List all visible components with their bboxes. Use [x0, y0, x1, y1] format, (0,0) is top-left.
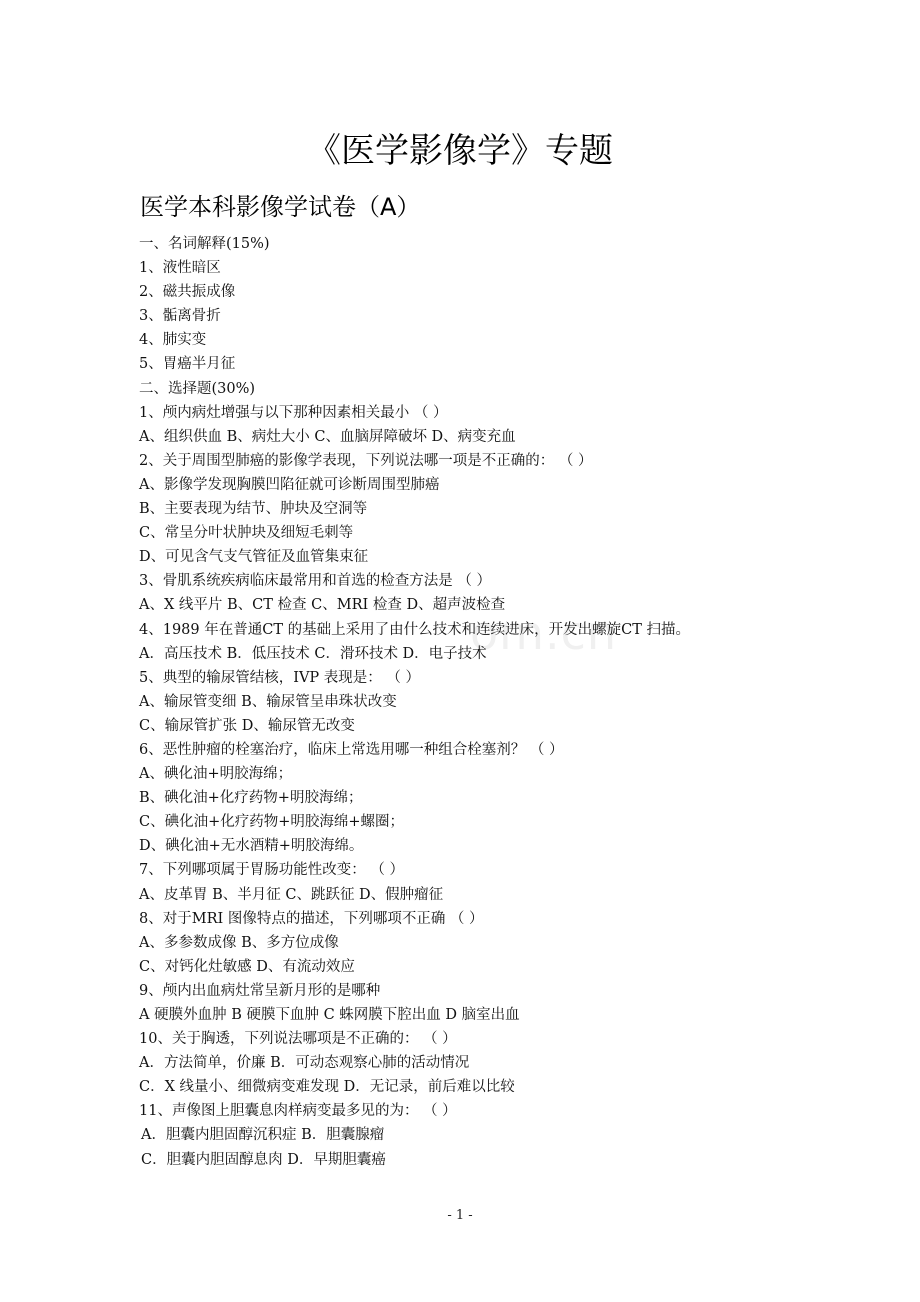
- exam-line: 8、对于MRI 图像特点的描述，下列哪项不正确 （ ）: [139, 910, 484, 927]
- exam-line: 11、声像图上胆囊息肉样病变最多见的为： （ ）: [139, 1103, 457, 1120]
- exam-line: C、常呈分叶状肿块及细短毛刺等: [139, 525, 354, 542]
- exam-line: A、组织供血 B、病灶大小 C、血脑屏障破坏 D、病变充血: [139, 428, 516, 445]
- exam-line: A．高压技术 B．低压技术 C．滑环技术 D．电子技术: [139, 645, 487, 662]
- exam-line: A 硬膜外血肿 B 硬膜下血肿 C 蛛网膜下腔出血 D 脑室出血: [139, 1007, 520, 1023]
- exam-line: 7、下列哪项属于胃肠功能性改变： （ ）: [139, 862, 404, 879]
- exam-line: 5、胃癌半月征: [139, 356, 236, 373]
- exam-line: 一、名词解释(15%): [139, 236, 270, 252]
- exam-subtitle: 医学本科影像学试卷（A）: [140, 193, 421, 221]
- exam-line: A、影像学发现胸膜凹陷征就可诊断周围型肺癌: [139, 476, 440, 493]
- exam-line: 6、恶性肿瘤的栓塞治疗，临床上常选用哪一种组合栓塞剂？ （ ）: [139, 741, 564, 758]
- exam-line: 5、典型的输尿管结核，IVP 表现是： （ ）: [139, 669, 421, 686]
- exam-line: 2、关于周围型肺癌的影像学表现，下列说法哪一项是不正确的： （ ）: [139, 452, 593, 469]
- exam-line: A．胆囊内胆固醇沉积症 B．胆囊腺瘤: [141, 1127, 385, 1144]
- watermark: om.cn: [470, 606, 618, 660]
- exam-line: 10、关于胸透，下列说法哪项是不正确的： （ ）: [139, 1031, 457, 1048]
- exam-line: 1、液性暗区: [139, 260, 221, 277]
- exam-body: [139, 232, 859, 1172]
- exam-line: A、输尿管变细 B、输尿管呈串珠状改变: [139, 693, 397, 710]
- exam-line: D、可见含气支气管征及血管集束征: [139, 549, 369, 566]
- exam-line: 4、肺实变: [139, 332, 207, 349]
- exam-line: B、主要表现为结节、肿块及空洞等: [139, 501, 368, 518]
- exam-line: 1、颅内病灶增强与以下那种因素相关最小 （ ）: [139, 404, 448, 421]
- exam-line: A、皮革胃 B、半月征 C、跳跃征 D、假肿瘤征: [139, 886, 444, 903]
- exam-line: 9、颅内出血病灶常呈新月形的是哪种: [139, 982, 381, 999]
- exam-line: C．胆囊内胆固醇息肉 D．早期胆囊癌: [141, 1151, 386, 1168]
- exam-line: A、碘化油+明胶海绵；: [139, 766, 293, 783]
- exam-line: B、碘化油+化疗药物+明胶海绵；: [139, 790, 363, 807]
- exam-line: 3、骺离骨折: [139, 308, 221, 325]
- exam-line: C．X 线量小、细微病变难发现 D．无记录，前后难以比较: [139, 1079, 515, 1096]
- exam-line: C、输尿管扩张 D、输尿管无改变: [139, 717, 355, 734]
- exam-line: 二、选择题(30%): [139, 380, 256, 397]
- document-title: 《医学影像学》专题: [307, 131, 613, 171]
- exam-line: D、碘化油+无水酒精+明胶海绵。: [139, 838, 364, 855]
- exam-line: A．方法简单，价廉 B．可动态观察心肺的活动情况: [139, 1055, 470, 1072]
- exam-line: C、碘化油+化疗药物+明胶海绵+螺圈；: [139, 814, 405, 831]
- exam-line: 3、骨肌系统疾病临床最常用和首选的检查方法是 （ ）: [139, 573, 491, 590]
- exam-line: A、X 线平片 B、CT 检查 C、MRI 检查 D、超声波检查: [139, 597, 506, 614]
- exam-line: C、对钙化灶敏感 D、有流动效应: [139, 958, 355, 975]
- exam-line: A、多参数成像 B、多方位成像: [139, 934, 339, 951]
- exam-line: 2、磁共振成像: [139, 284, 236, 301]
- exam-line: 4、1989 年在普通CT 的基础上采用了由什么技术和连续进床，开发出螺旋CT 扫描。: [139, 621, 690, 638]
- page-number: - 1 -: [447, 1208, 473, 1223]
